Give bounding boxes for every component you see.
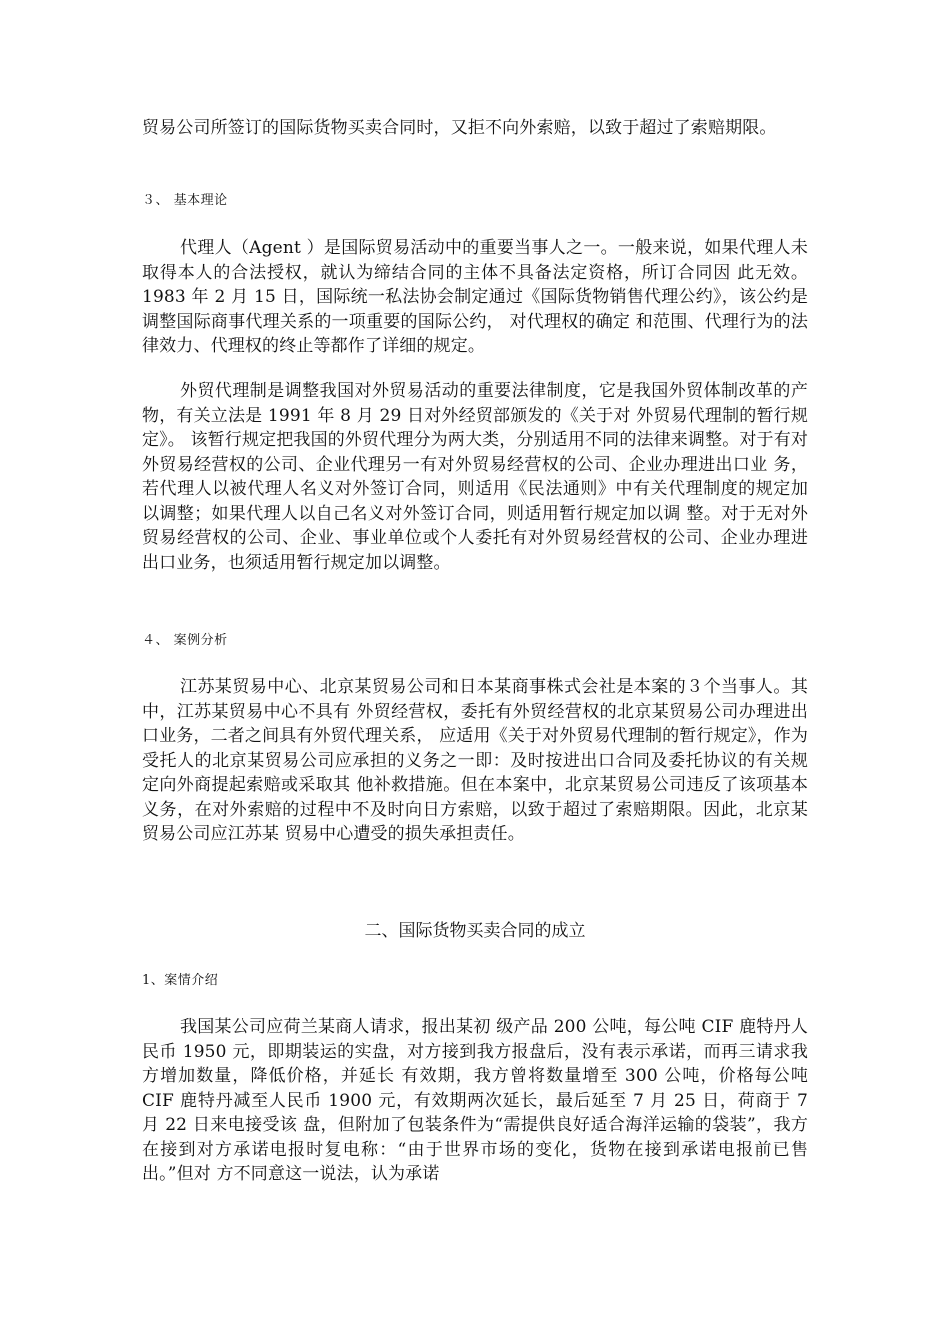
case-analysis-paragraph: 江苏某贸易中心、北京某贸易公司和日本某商事株式会社是本案的３个当事人。其中，江苏某贸易中心不具有 外贸经营权，委托有外贸经营权的北京某贸易公司办理进出口业务，二者之间具有外贸代理关系， 应适用《关于对外贸易代理制的暂行规定》，作为受托人的北京某贸易公司应承担的义务之一即：及时按进出口合同及委托协议的有关规定向外商提起索赔或采取其 他补救措施。但在本案中，北京某贸易公司违反了该项基本义务，在对外索赔的过程中不及时向日方索赔，以致于超过了索赔期限。因此，北京某贸易公司应江苏某 贸易中心遭受的损失承担责任。 — [142, 677, 808, 844]
heading-case-intro: 1、案情介绍 — [142, 973, 219, 988]
agent-paragraph: 代理人（Agent ）是国际贸易活动中的重要当事人之一。一般来说，如果代理人未取得本人的合法授权，就认为缔结合同的主体不具备法定资格，所订合同因 此无效。1983 年 2 月 15 日，国际统一私法协会制定通过《国际货物销售代理公约》，该公约是调整国际商事代理关系的一项重要的国际公约， 对代理权的确定 和范围、代理行为的法律效力、代理权的终止等都作了详细的规定。 — [142, 238, 808, 356]
heading-basic-theory: ３、 基本理论 — [142, 193, 228, 208]
intro-paragraph: 贸易公司所签订的国际货物买卖合同时，又拒不向外索赔，以致于超过了索赔期限。 — [142, 118, 777, 138]
heading-case-analysis: ４、 案例分析 — [142, 633, 228, 648]
section-title: 二、国际货物买卖合同的成立 — [364, 921, 586, 941]
foreign-trade-agency-paragraph: 外贸代理制是调整我国对外贸易活动的重要法律制度，它是我国外贸体制改革的产物，有关立法是 1991 年 8 月 29 日对外经贸部颁发的《关于对 外贸易代理制的暂行规定》。 该暂行规定把我国的外贸代理分为两大类，分别适用不同的法律来调整。对于有对外贸易经营权的公司、企业代理另一有对外贸易经营权的公司、企业办理进出口业 务，若代理人以被代理人名义对外签订合同，则适用《民法通则》中有关代理制度的规定加以调整；如果代理人以自己名义对外签订合同，则适用暂行规定加以调 整。对于无对外贸易经营权的公司、企业、事业单位或个人委托有对外贸易经营权的公司、企业办理进出口业务，也须适用暂行规定加以调整。 — [142, 381, 808, 573]
case-intro-paragraph: 我国某公司应荷兰某商人请求，报出某初 级产品 200 公吨，每公吨 CIF 鹿特丹人民币 1950 元，即期装运的实盘，对方接到我方报盘后，没有表示承诺，而再三请求我方增加数量，降低价格，并延长 有效期，我方曾将数量增至 300 公吨，价格每公吨 CIF 鹿特丹减至人民币 1900 元，有效期两次延长，最后延至 7 月 25 日，荷商于 7 月 22 日来电接受该 盘，但附加了包装条件为“需提供良好适合海洋运输的袋装”，我方在接到对方承诺电报时复电称：“由于世界市场的变化，货物在接到承诺电报前已售出。”但对 方不同意这一说法，认为承诺 — [142, 1017, 808, 1184]
